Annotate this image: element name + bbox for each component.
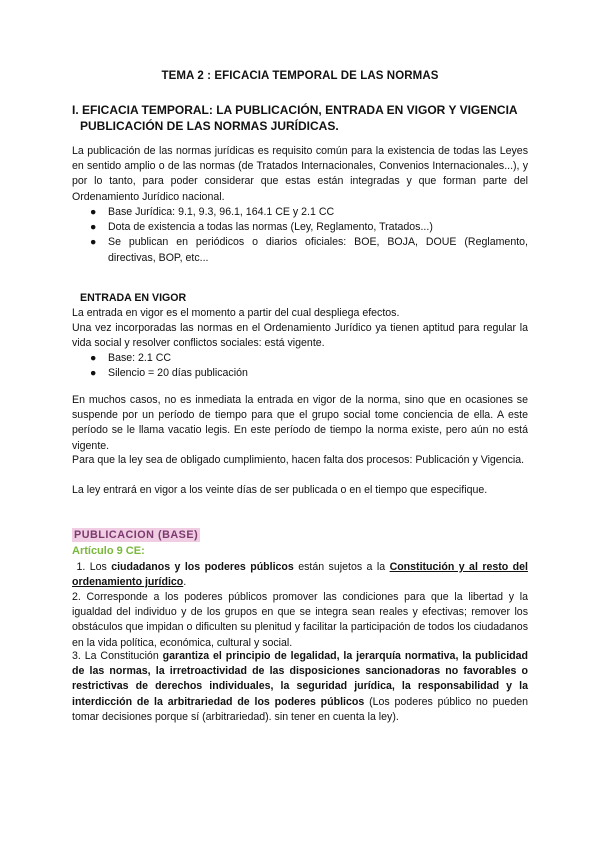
articulo-9-point-3: 3. La Constitución garantiza el principio de legalidad, la jerarquía normativa, la publicidad de las normas, la irretroactividad de las disposiciones sancionadoras no favorables o restrictivas de derechos individuales, la seguridad jurídica, la responsabilidad y la interdicción de la arbitrariedad de los poderes públicos (Los poderes público no pueden tomar decisiones porque sí (arbitrariedad). sin tener en cuenta la ley).	[72, 650, 528, 723]
entrada-vigor-heading: ENTRADA EN VIGOR	[80, 292, 187, 304]
bullet-icon: ●	[90, 352, 97, 364]
entrada-vigor-line1: La entrada en vigor es el momento a partir del cual despliega efectos.	[72, 307, 400, 319]
publicacion-paragraph: La publicación de las normas jurídicas es requisito común para la existencia de todas las Leyes en sentido amplio o de las normas (de Tratados Internacionales, Convenios Internacionales...), y por lo tanto, para poder considerar que estas están integradas y que forman parte del Ordenamiento Jurídico nacional.	[72, 145, 528, 203]
entrada-vigor-line2: Una vez incorporadas las normas en el Ordenamiento Jurídico ya tienen aptitud para regular la vida social y resolver conflictos sociales: está vigente.	[72, 322, 528, 350]
entrada-vigor-bullet-list	[72, 351, 528, 381]
list-item: ● Dota de existencia a todas las normas (Ley, Reglamento, Tratados...)	[72, 220, 528, 235]
articulo-9-point-2: 2. Corresponde a los poderes públicos promover las condiciones para que la libertad y la igualdad del individuo y de los grupos en que se integra sean reales y efectivas; remover los obstáculos que impidan o dificulten su plenitud y facilitar la participación de todos los ciudadanos en la vida política, económica, cultural y social.	[72, 591, 528, 649]
bullet-icon: ●	[90, 236, 97, 249]
section-heading-eficacia	[72, 102, 518, 134]
bullet-icon: ●	[90, 221, 97, 234]
articulo-9-point-1: 1. Los ciudadanos y los poderes públicos están sujetos a la Constitución y al resto del ordenamiento jurídico.	[72, 561, 528, 589]
section-heading-line2: PUBLICACIÓN DE LAS NORMAS JURÍDICAS.	[80, 119, 339, 133]
document-title: TEMA 2 : EFICACIA TEMPORAL DE LAS NORMAS	[161, 70, 439, 82]
list-item: ● Silencio = 20 días publicación	[72, 366, 528, 381]
list-item: ● Base Jurídica: 9.1, 9.3, 96.1, 164.1 CE y 2.1 CC	[72, 205, 528, 220]
bullet-icon: ●	[90, 367, 97, 380]
veinte-dias-paragraph: La ley entrará en vigor a los veinte días de ser publicada o en el tiempo que especifique.	[72, 484, 488, 496]
publicacion-bullet-list	[72, 205, 528, 266]
articulo-9-heading: Artículo 9 CE:	[72, 545, 145, 557]
bullet-icon: ●	[90, 206, 97, 218]
publicacion-base-highlight: PUBLICACION (BASE)	[74, 529, 199, 541]
list-item: ● Se publican en periódicos o diarios oficiales: BOE, BOJA, DOUE (Reglamento, directivas, BOP, etc...	[90, 236, 528, 264]
obligado-cumplimiento-paragraph: Para que la ley sea de obligado cumplimiento, hacen falta dos procesos: Publicación y Vigencia.	[72, 454, 525, 466]
vacatio-legis-paragraph: En muchos casos, no es inmediata la entrada en vigor de la norma, sino que en ocasiones se suspende por un período de tiempo para que el grupo social tome conciencia de ella. A este período se le llama vacatio legis. En este período de tiempo la norma existe, pero aún no está vigente.	[72, 394, 528, 452]
list-item: ● Base: 2.1 CC	[72, 351, 528, 366]
section-heading-line1: I. EFICACIA TEMPORAL: LA PUBLICACIÓN, ENTRADA EN VIGOR Y VIGENCIA	[72, 103, 518, 117]
